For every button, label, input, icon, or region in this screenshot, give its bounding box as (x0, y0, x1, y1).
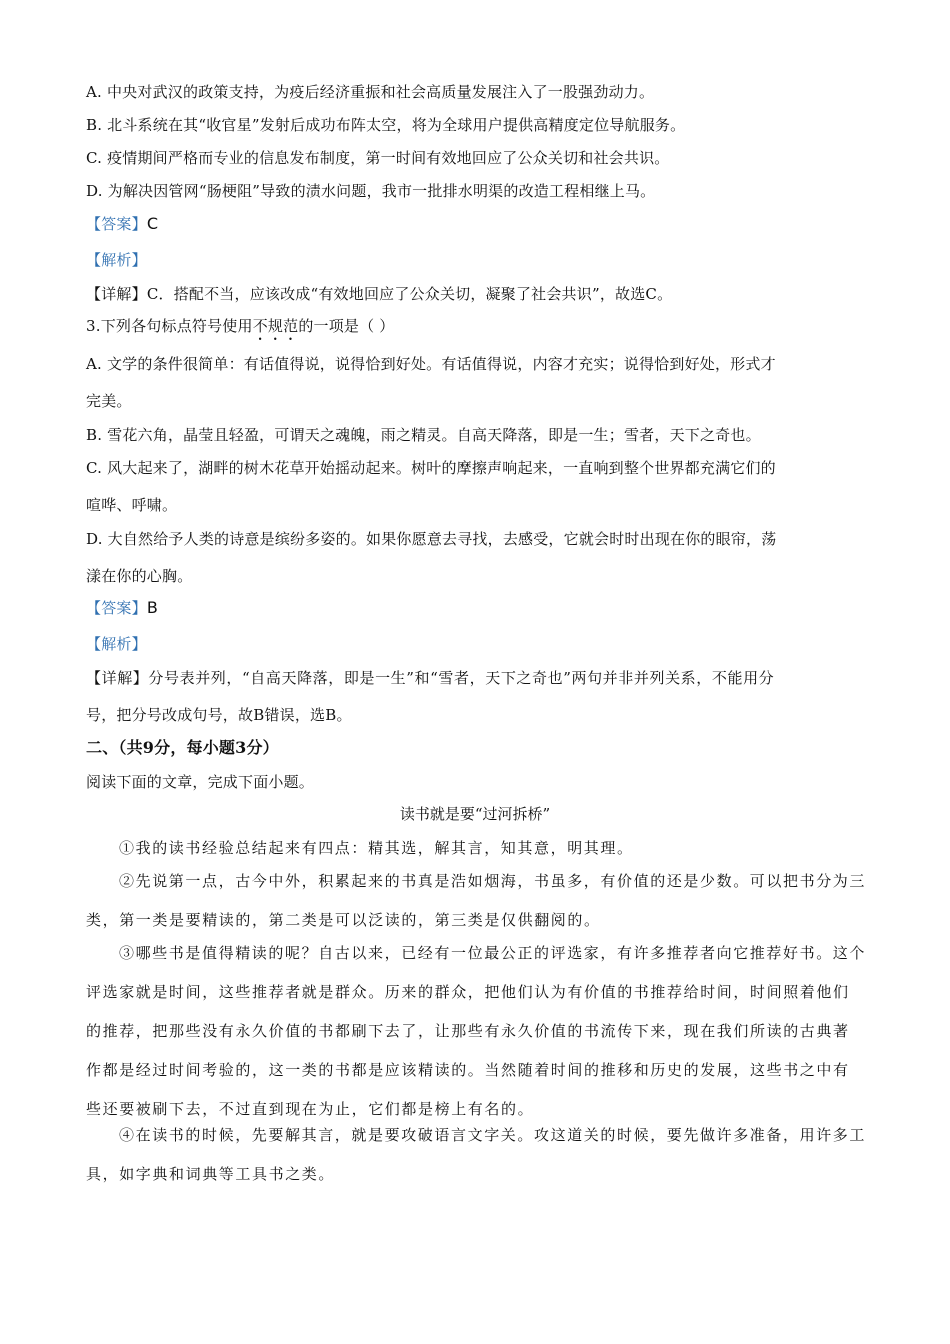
article-paragraph-1: ①我的读书经验总结起来有四点：精其选，解其言，知其意，明其理。 (119, 839, 634, 857)
q2-analysis-tag (86, 250, 147, 270)
q3-detail-line2: 号，把分号改成句号，故B错误，选B。 (86, 706, 352, 724)
q3-option-d-line2: 漾在你的心胸。 (86, 567, 193, 585)
q2-option-c: C. 疫情期间严格而专业的信息发布制度，第一时间有效地回应了公众关切和社会共识。 (86, 149, 670, 167)
analysis-tag: 【解析】 (86, 635, 147, 653)
q2-answer (86, 214, 158, 234)
answer-value: C (146, 214, 159, 233)
q3-detail-line1 (86, 668, 774, 688)
q3-option-a-line1: A. 文学的条件很简单：有话值得说，说得恰到好处。有话值得说，内容才充实；说得恰到好处，形式才 (86, 355, 776, 373)
q3-option-c-line1: C. 风大起来了，湖畔的树木花草开始摇动起来。树叶的摩擦声响起来，一直响到整个世界都充满它们的 (86, 459, 776, 477)
q3-stem-pre: 3.下列各句标点符号使用 (86, 317, 253, 335)
article-paragraph-3: ③哪些书是值得精读的呢？自古以来，已经有一位最公正的评选家，有许多推荐者向它推荐好书。这个评选家就是时间，这些推荐者就是群众。历来的群众，把他们认为有价值的书推荐给时间，时间照着他们的推荐，把那些没有永久价值的书都刷下去了，让那些有永久价值的书流传下来，现在我们所读的古典著作都是经过时间考验的，这一类的书都是应该精读的。当然随着时间的推移和历史的发展，这些书之中有些还要被刷下去，不过直到现在为止，它们都是榜上有名的。 (86, 944, 867, 1118)
analysis-tag: 【解析】 (86, 251, 147, 269)
section-heading: 二、（共9分，每小题3分） (86, 738, 279, 757)
reading-instruction: 阅读下面的文章，完成下面小题。 (86, 773, 315, 791)
q3-option-b: B. 雪花六角，晶莹且轻盈，可谓天之魂魄，雨之精灵。自高天降落，即是一生；雪者，天下之奇也。 (86, 426, 761, 444)
q3-stem-post: 的一项是（ ） (298, 317, 395, 335)
q3-option-d-line1: D. 大自然给予人类的诗意是缤纷多姿的。如果你愿意去寻找，去感受，它就会时时出现在你的眼帘，荡 (86, 530, 777, 548)
detail-tag: 【详解】 (86, 285, 147, 303)
answer-value: B (146, 598, 158, 617)
q3-stem (86, 316, 395, 344)
answer-tag: 【答案】 (86, 599, 147, 617)
answer-tag: 【答案】 (86, 215, 147, 233)
q3-analysis-tag (86, 634, 147, 654)
q3-option-a-line2: 完美。 (86, 392, 132, 410)
article-title: 读书就是要“过河拆桥” (399, 805, 551, 823)
detail-text: C．搭配不当，应该改成“有效地回应了公众关切，凝聚了社会共识”，故选C。 (146, 285, 673, 303)
q3-option-c-line2: 喧哗、呼啸。 (86, 496, 178, 514)
q2-option-b: B. 北斗系统在其“收官星”发射后成功布阵太空，将为全球用户提供高精度定位导航服务。 (86, 116, 686, 134)
q3-answer (86, 598, 158, 618)
detail-tag: 【详解】 (86, 669, 149, 687)
q2-option-a: A. 中央对武汉的政策支持，为疫后经济重振和社会高质量发展注入了一股强劲动力。 (86, 83, 655, 101)
q2-detail (86, 284, 672, 304)
q2-option-d: D. 为解决因管网“肠梗阻”导致的渍水问题，我市一批排水明渠的改造工程相继上马。 (86, 182, 656, 200)
article-paragraph-2: ②先说第一点，古今中外，积累起来的书真是浩如烟海，书虽多，有价值的还是少数。可以把书分为三类，第一类是要精读的，第二类是可以泛读的，第三类是仅供翻阅的。 (86, 872, 867, 929)
article-paragraph-4: ④在读书的时候，先要解其言，就是要攻破语言文字关。攻这道关的时候，要先做许多准备，用许多工具，如字典和词典等工具书之类。 (86, 1126, 867, 1183)
detail-text: 分号表并列，“自高天降落，即是一生”和“雪者，天下之奇也”两句并非并列关系，不能用分 (148, 669, 775, 687)
q3-stem-emphasis: 不规范 (252, 317, 299, 335)
